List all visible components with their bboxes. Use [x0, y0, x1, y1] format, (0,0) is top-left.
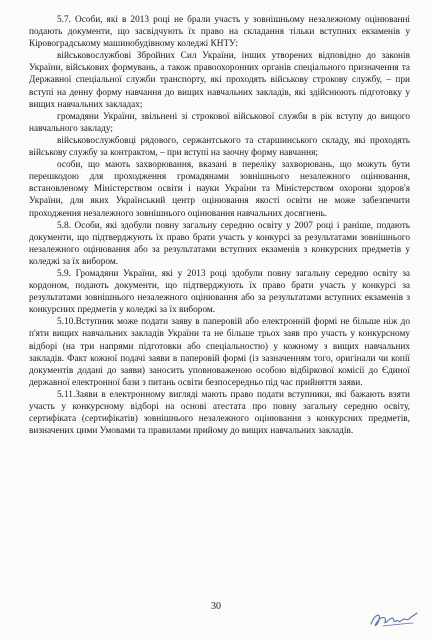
signature-icon: [365, 606, 421, 632]
paragraph-persons-with-illness: особи, що мають захворювання, вказані в переліку захворювань, що можуть бути перешкодою для проходження громадянами зовнішнього незалежного оцінювання, встановленому Міністерством освіти і науки України та Міністерством охорони здоров'я України, для яких Український центр оцінювання якості освіти не може забезпечити проходження незалежного зовнішнього оцінювання навчальних досягнень.: [29, 160, 410, 219]
document-body: [29, 14, 410, 437]
paragraph-contract-servicemen: військовослужбовці рядового, сержантського та старшинського складу, які проходять військову службу за контрактом, – при вступі на заочну форму навчання;: [29, 135, 410, 159]
paragraph-5-7: 5.7. Особи, які в 2013 році не брали участь у зовнішньому незалежному оцінюванні подають документи, що засвідчують їх право на складання тільки вступних екзаменів у Кіровоградському машинобудівному коледжі КНТУ:: [29, 15, 410, 50]
paragraph-5-10: 5.10.Вступник може подати заяву в паперовій або електронній формі не більше ніж до п'яти вищих навчальних закладів України та не більше трьох заяв про участь у конкурсному відборі (на три напрями підготовки або спеціальностю) у кожному з вищих навчальних закладів. Факт кожної подачі заяви в паперовій формі (із зазначенням того, оригінали чи копії документів додані до заяви) заносить уповноваженою особою відбіркової комісії до Єдиної державної електронної бази з питань освіти безпосередньо під час прийняття заяви.: [29, 317, 410, 388]
paragraph-discharged-citizens: громадяни України, звільнені зі строкової військової служби в рік вступу до вищого навчального закладу;: [29, 111, 410, 134]
page-number: 30: [211, 601, 221, 612]
paragraph-military-servicemen: військовослужбові Збройних Сил України, інших утворених відповідно до законів України, військових формувань, а також правоохоронних органів спеціального призначення та Державної спеціальної служби транспорту, які проходять військову строкову службу, – при вступі на денну форму навчання до вищих навчальних закладів, які здійснюють підготовку у вищих навчальних закладах;: [29, 51, 410, 110]
paragraph-5-8: 5.8. Особи, які здобули повну загальну середню освіту у 2007 році і раніше, подають документи, що підтверджують їх право брати участь у конкурсі за результатами зовнішнього незалежного оцінювання або за результатами вступних екзаменів з конкурсних предметів у коледжі за їх вибором.: [29, 220, 410, 267]
paragraph-5-9: 5.9. Громадяни України, які у 2013 році здобули повну загальну середню освіту за кордоном, подають документи, що підтверджують їх право брати участь у конкурсі за результатами зовнішнього незалежного оцінювання або за результатами вступних екзаменів з конкурсних предметів у коледжі за їх вибором.: [29, 268, 410, 316]
paragraph-5-11: 5.11.Заяви в електронному вигляді мають право подати вступники, які бажають взяти участь у конкурсному відборі на основі атестата про повну загальну середню освіту, сертифіката (сертифікатів) зовнішнього незалежного оцінювання з конкурсних предметів, визначених цими Умовами та правилами прийому до вищих навчальних закладів.: [29, 389, 410, 437]
